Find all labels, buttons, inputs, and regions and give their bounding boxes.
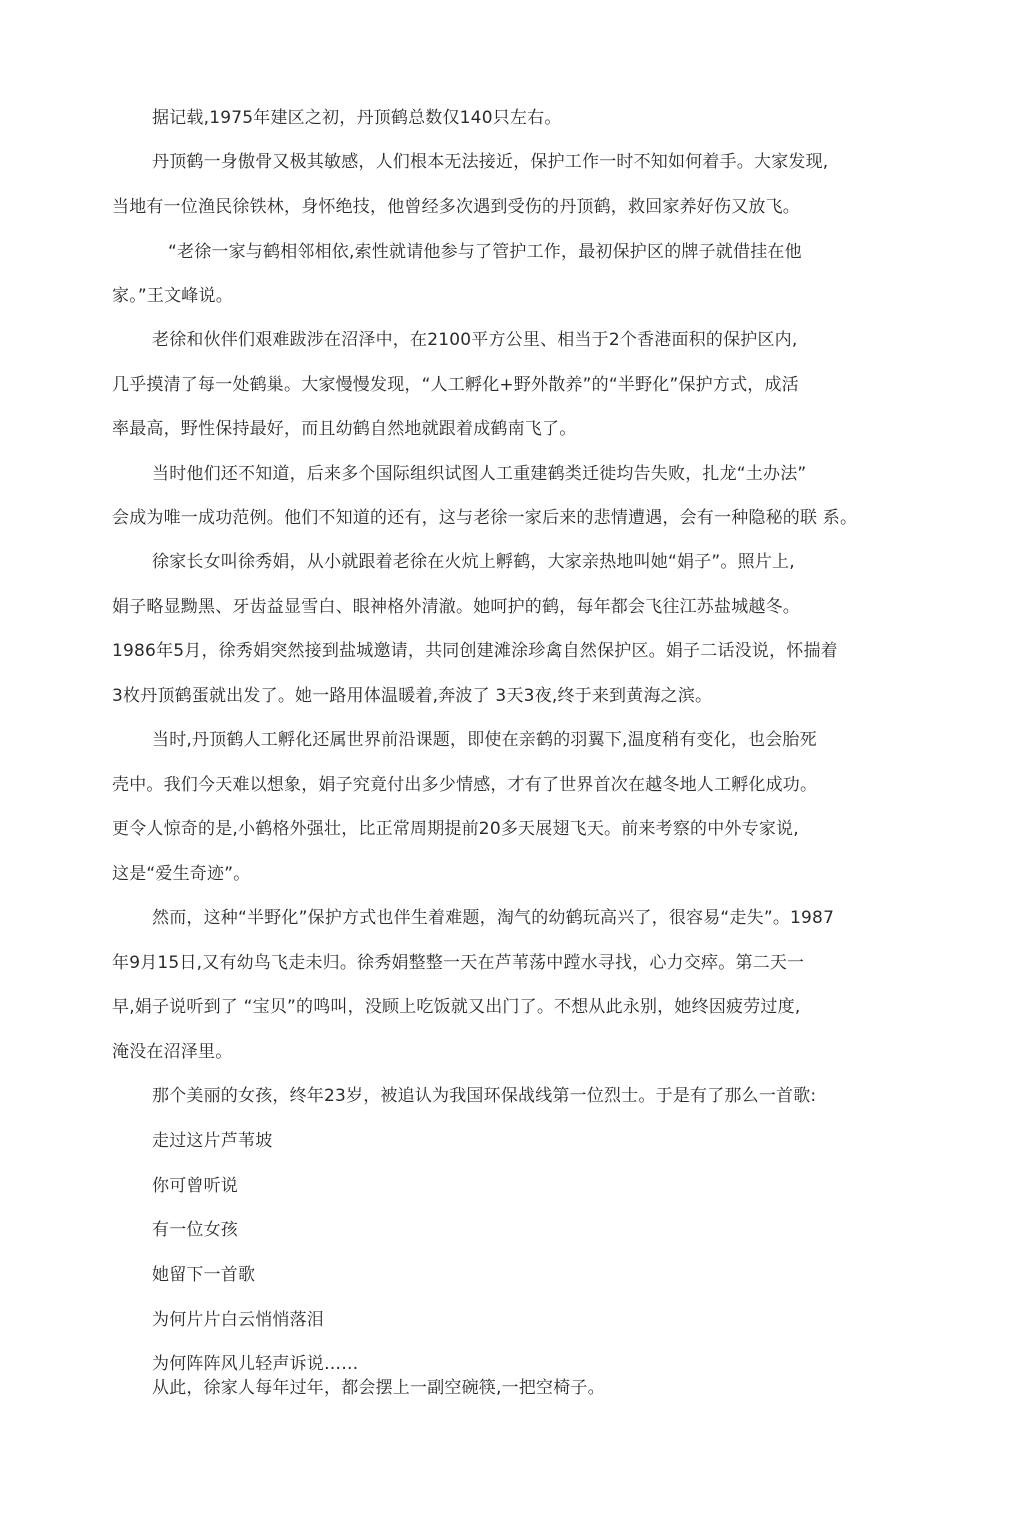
text-line: 3枚丹顶鹤蛋就出发了。她一路用体温暖着,奔波了 3天3夜,终于来到黄海之滨。	[112, 686, 713, 706]
text-line: 会成为唯一成功范例。他们不知道的还有，这与老徐一家后来的悲情遭遇，会有一种隐秘的联 系。	[112, 508, 858, 528]
text-line: 更令人惊奇的是,小鹤格外强壮，比正常周期提前20多天展翅飞天。前来考察的中外专家说,	[112, 819, 799, 839]
text-line: 有一位女孩	[152, 1220, 238, 1240]
text-line: 壳中。我们今天难以想象，娟子究竟付出多少情感，才有了世界首次在越冬地人工孵化成功。	[112, 775, 818, 795]
text-line: 几乎摸清了每一处鹤巢。大家慢慢发现，“人工孵化+野外散养”的“半野化”保护方式，成活	[112, 375, 799, 395]
text-line: “老徐一家与鹤相邻相依,索性就请他参与了管护工作，最初保护区的牌子就借挂在他	[168, 242, 802, 262]
text-line: 她留下一首歌	[152, 1265, 256, 1285]
text-line: 1986年5月，徐秀娟突然接到盐城邀请，共同创建滩涂珍禽自然保护区。娟子二话没说，怀揣着	[112, 641, 838, 661]
text-line: 率最高，野性保持最好，而且幼鹤自然地就跟着成鹤南飞了。	[112, 419, 577, 439]
text-line: 这是“爱生奇迹”。	[112, 864, 251, 884]
text-line: 当时他们还不知道，后来多个国际组织试图人工重建鹤类迁徙均告失败，扎龙“土办法”	[152, 464, 807, 484]
text-line: 那个美丽的女孩，终年23岁，被追认为我国环保战线第一位烈士。于是有了那么一首歌:	[152, 1086, 817, 1106]
text-line: 家。”王文峰说。	[112, 286, 233, 306]
text-line: 为何片片白云悄悄落泪	[152, 1310, 324, 1330]
text-line: 走过这片芦苇坡	[152, 1131, 273, 1151]
text-line: 娟子略显黝黑、牙齿益显雪白、眼神格外清澈。她呵护的鹤，每年都会飞往江苏盐城越冬。	[112, 597, 800, 617]
text-line: 当时,丹顶鹤人工孵化还属世界前沿课题，即使在亲鹤的羽翼下,温度稍有变化，也会胎死	[152, 730, 817, 750]
text-line: 徐家长女叫徐秀娟，从小就跟着老徐在火炕上孵鹤，大家亲热地叫她“娟子”。照片上,	[152, 552, 795, 572]
text-line: 据记载,1975年建区之初，丹顶鹤总数仅140只左右。	[152, 108, 562, 128]
text-line: 从此，徐家人每年过年，都会摆上一副空碗筷,一把空椅子。	[152, 1378, 605, 1398]
text-line: 丹顶鹤一身傲骨又极其敏感，人们根本无法接近，保护工作一时不知如何着手。大家发现,	[152, 152, 829, 172]
text-line: 早,娟子说听到了 “宝贝”的鸣叫，没顾上吃饭就又出门了。不想从此永别，她终因疲劳过度,	[112, 997, 801, 1017]
text-line: 当地有一位渔民徐铁林，身怀绝技，他曾经多次遇到受伤的丹顶鹤，救回家养好伤又放飞。	[112, 197, 800, 217]
text-line: 老徐和伙伴们艰难跋涉在沼泽中，在2100平方公里、相当于2个香港面积的保护区内,	[152, 330, 798, 350]
text-line: 淹没在沼泽里。	[112, 1042, 233, 1062]
text-line: 为何阵阵风儿轻声诉说……	[152, 1354, 359, 1374]
text-line: 然而，这种“半野化”保护方式也伴生着难题，淘气的幼鹤玩高兴了，很容易“走失”。1987	[152, 908, 835, 928]
text-line: 你可曾听说	[152, 1176, 238, 1196]
text-line: 年9月15日,又有幼鸟飞走未归。徐秀娟整整一天在芦苇荡中蹚水寻找，心力交瘁。第二天一	[112, 953, 805, 973]
